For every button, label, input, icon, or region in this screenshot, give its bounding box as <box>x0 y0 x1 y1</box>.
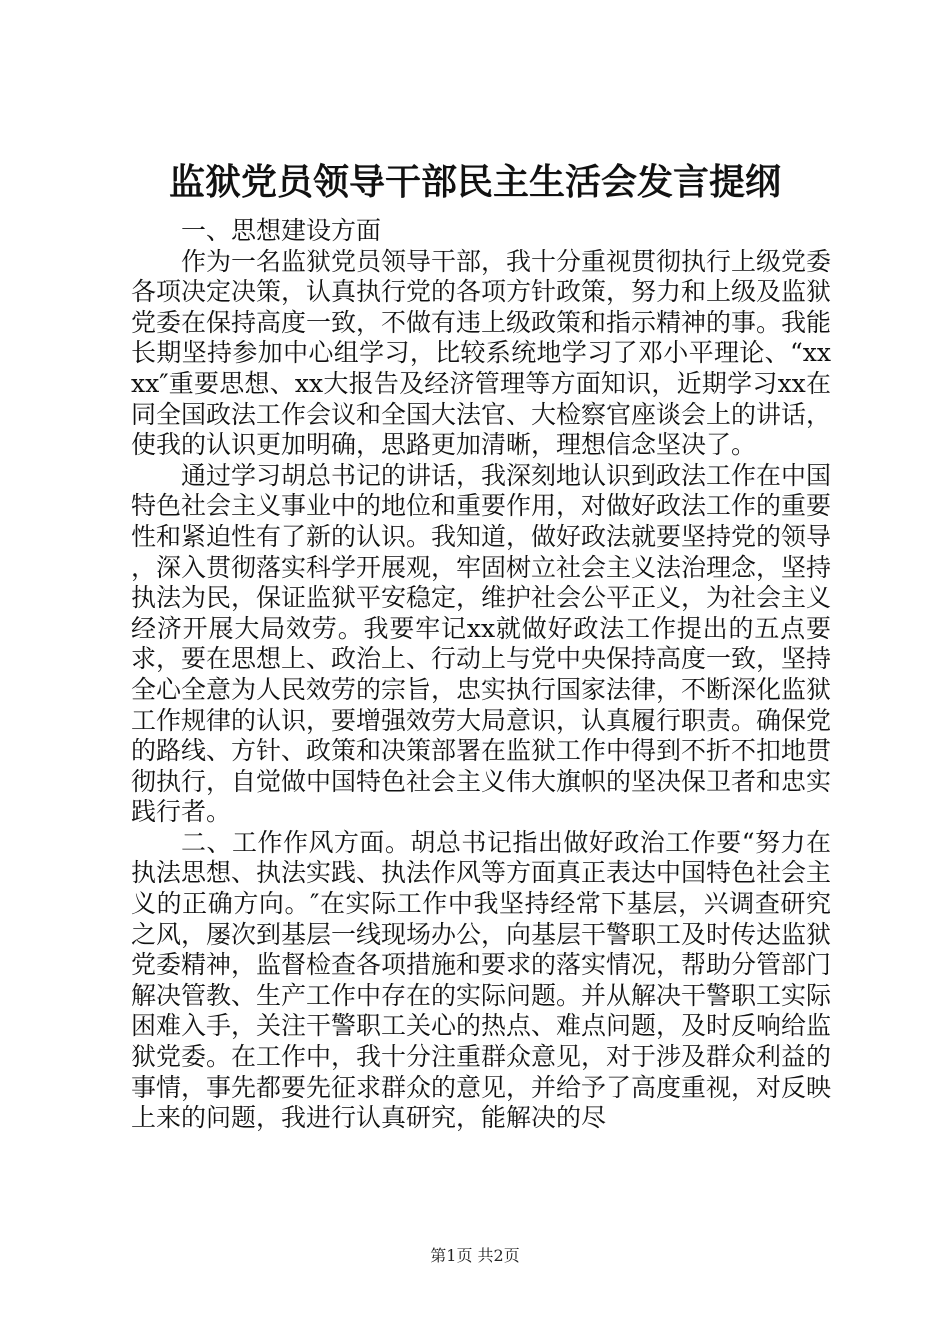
page-footer: 第1页 共2页 <box>430 1246 520 1265</box>
body-paragraph: 二、工作作风方面。胡总书记指出做好政治工作要“努力在执法思想、执法实践、执法作风等方面真正表达中国特色社会主义的正确方向。″在实际工作中我坚持经常下基层，兴调查研究之风，屡次到基层一线现场办公，向基层干警职工及时传达监狱党委精神，监督检查各项措施和要求的落实情况，帮助分管部门解决管教、生产工作中存在的实际问题。并从解决干警职工实际困难入手，关注干警职工关心的热点、难点问题，及时反响给监狱党委。在工作中，我十分注重群众意见，对于涉及群众利益的事情，事先都要先征求群众的意见，并给予了高度重视，对反映上来的问题，我进行认真研究，能解决的尽 <box>131 827 832 1133</box>
body-paragraph: 作为一名监狱党员领导干部，我十分重视贯彻执行上级党委各项决定决策，认真执行党的各项方针政策，努力和上级及监狱党委在保持高度一致，不做有违上级政策和指示精神的事。我能长期坚持参加中心组学习，比较系统地学习了邓小平理论、“xxxx″重要思想、xx大报告及经济管理等方面知识，近期学习xx在同全国政法工作会议和全国大法官、大检察官座谈会上的讲话，使我的认识更加明确，思路更加清晰，理想信念坚决了。 <box>131 246 832 460</box>
body-paragraph: 通过学习胡总书记的讲话，我深刻地认识到政法工作在中国特色社会主义事业中的地位和重要作用，对做好政法工作的重要性和紧迫性有了新的认识。我知道，做好政法就要坚持党的领导，深入贯彻落实科学开展观，牢固树立社会主义法治理念，坚持执法为民，保证监狱平安稳定，维护社会公平正义，为社会主义经济开展大局效劳。我要牢记xx就做好政法工作提出的五点要求，要在思想上、政治上、行动上与党中央保持高度一致，坚持全心全意为人民效劳的宗旨，忠实执行国家法律，不断深化监狱工作规律的认识，要增强效劳大局意识，认真履行职责。确保党的路线、方针、政策和决策部署在监狱工作中得到不折不扣地贯彻执行，自觉做中国特色社会主义伟大旗帜的坚决保卫者和忠实践行者。 <box>131 460 832 827</box>
document-title: 监狱党员领导干部民主生活会发言提纲 <box>168 161 781 203</box>
document-body <box>131 216 831 1134</box>
section-heading: 一、思想建设方面 <box>181 216 382 245</box>
